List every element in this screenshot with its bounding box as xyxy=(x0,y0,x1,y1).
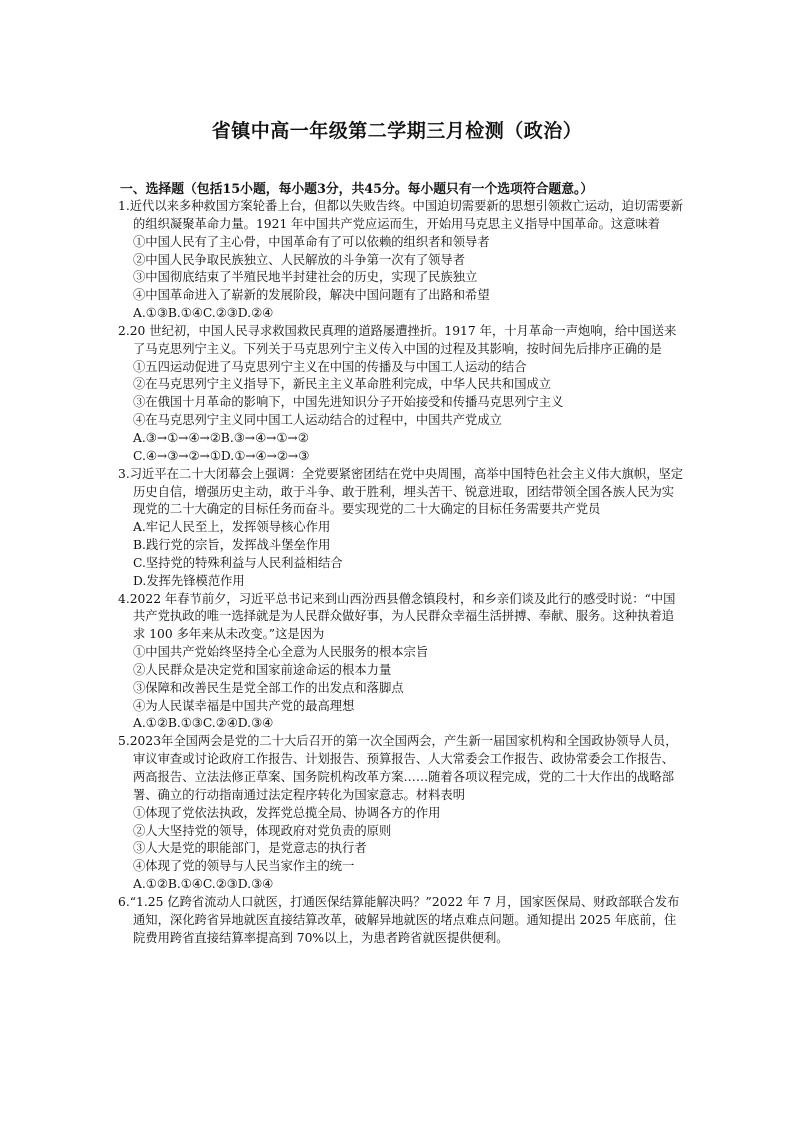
section-heading: 一、选择题（包括15小题，每小题3分，共45分。每小题只有一个选项符合题意。） xyxy=(120,182,594,197)
question-choices xyxy=(118,805,684,894)
statement-item: ②人民群众是决定党和国家前途命运的根本力量 xyxy=(133,662,392,677)
question-stem: 1.近代以来多种救国方案轮番上台，但都以失败告终。中国迫切需要新的思想引领救亡运动，迫切需要新的组织凝聚革命力量。1921 年中国共产党应运而生，开始用马克思主义指导中国革命。这意味着 xyxy=(118,199,684,231)
question-choices xyxy=(118,234,684,323)
question-5 xyxy=(118,733,684,894)
statement-item: ①体现了党依法执政，发挥党总揽全局、协调各方的作用 xyxy=(133,805,441,820)
statement-item: ④体现了党的领导与人民当家作主的统一 xyxy=(133,859,355,874)
statement-item: ③中国彻底结束了半殖民地半封建社会的历史，实现了民族独立 xyxy=(133,270,478,285)
question-2 xyxy=(118,323,684,466)
statement-item: ③人大是党的职能部门，是党意志的执行者 xyxy=(133,841,367,856)
question-stem: 3.习近平在二十大闭幕会上强调：全党要紧密团结在党中央周围，高举中国特色社会主义伟大旗帜，坚定历史自信，增强历史主动，敢于斗争、敢于胜利，埋头苦干、锐意进取，团结带领全国各族人民为实现党的二十大确定的目标任务而奋斗。要实现党的二十大确定的目标任务需要共产党员 xyxy=(118,466,684,517)
question-list xyxy=(118,198,684,947)
question-stem: 4.2022 年春节前夕，习近平总书记来到山西汾西县僧念镇段村，和乡亲们谈及此行的感受时说：“中国共产党执政的唯一选择就是为人民群众做好事，为人民群众幸福生活拼搏、奉献、服务。这种执着追求 100 多年来从未改变。”这是因为 xyxy=(118,591,676,642)
question-6 xyxy=(118,894,684,948)
question-4 xyxy=(118,591,684,734)
question-1 xyxy=(118,198,684,323)
answer-option: C.④→③→②→①D.①→④→②→③ xyxy=(133,448,310,463)
statement-item: ④为人民谋幸福是中国共产党的最高理想 xyxy=(133,698,355,713)
page-title: 省镇中高一年级第二学期三月检测（政治） xyxy=(211,120,583,142)
statement-item: ②中国人民争取民族独立、人民解放的斗争第一次有了领导者 xyxy=(133,252,466,267)
answer-option: D.发挥先锋模范作用 xyxy=(133,573,245,588)
answer-option: A.牢记人民至上，发挥领导核心作用 xyxy=(133,520,331,535)
answer-option: B.践行党的宗旨，发挥战斗堡垒作用 xyxy=(133,538,331,553)
question-choices xyxy=(118,359,684,466)
question-stem: 2.20 世纪初，中国人民寻求救国救民真理的道路屡遭挫折。1917 年，十月革命一声炮响，给中国送来了马克思列宁主义。下列关于马克思列宁主义传入中国的过程及其影响，按时间先后排序正确的是 xyxy=(118,323,677,356)
statement-item: ①中国人民有了主心骨，中国革命有了可以依赖的组织者和领导者 xyxy=(133,234,490,249)
answer-option: A.①③B.①④C.②③D.②④ xyxy=(133,306,274,321)
statement-item: ③保障和改善民生是党全部工作的出发点和落脚点 xyxy=(133,680,404,695)
question-stem: 5.2023年全国两会是党的二十大后召开的第一次全国两会，产生新一届国家机构和全国政协领导人员，审议审查或讨论政府工作报告、计划报告、预算报告、人大常委会工作报告、政协常委会工作报告、两高报告、立法法修正草案、国务院机构改革方案……随着各项议程完成，党的二十大作出的战略部署、确立的行动指南通过法定程序转化为国家意志。材料表明 xyxy=(118,734,678,802)
question-3 xyxy=(118,466,684,591)
answer-option: A.③→①→④→②B.③→④→①→② xyxy=(133,430,309,445)
statement-item: ②在马克思列宁主义指导下，新民主主义革命胜利完成，中华人民共和国成立 xyxy=(133,377,552,392)
answer-option: C.坚持党的特殊利益与人民利益相结合 xyxy=(133,555,343,570)
statement-item: ④在马克思列宁主义同中国工人运动结合的过程中，中国共产党成立 xyxy=(133,413,502,428)
statement-item: ①中国共产党始终坚持全心全意为人民服务的根本宗旨 xyxy=(133,645,429,660)
statement-item: ①五四运动促进了马克思列宁主义在中国的传播及与中国工人运动的结合 xyxy=(133,359,527,374)
answer-option: A.①②B.①④C.②③D.③④ xyxy=(133,877,274,892)
question-choices xyxy=(118,644,684,733)
answer-option: A.①②B.①③C.②④D.③④ xyxy=(133,716,274,731)
question-stem: 6.“1.25 亿跨省流动人口就医，打通医保结算能解决吗？”2022 年 7 月，国家医保局、财政部联合发布通知，深化跨省异地就医直接结算改革，破解异地就医的堵点难点问题。通知提出 2025 年底前，住院费用跨省直接结算率提高到 70%以上，为患者跨省就医提供便利。 xyxy=(118,894,680,945)
statement-item: ③在俄国十月革命的影响下，中国先进知识分子开始接受和传播马克思列宁主义 xyxy=(133,395,564,410)
statement-item: ②人大坚持党的领导，体现政府对党负责的原则 xyxy=(133,823,392,838)
question-choices xyxy=(118,519,684,590)
statement-item: ④中国革命进入了崭新的发展阶段，解决中国问题有了出路和希望 xyxy=(133,288,490,303)
